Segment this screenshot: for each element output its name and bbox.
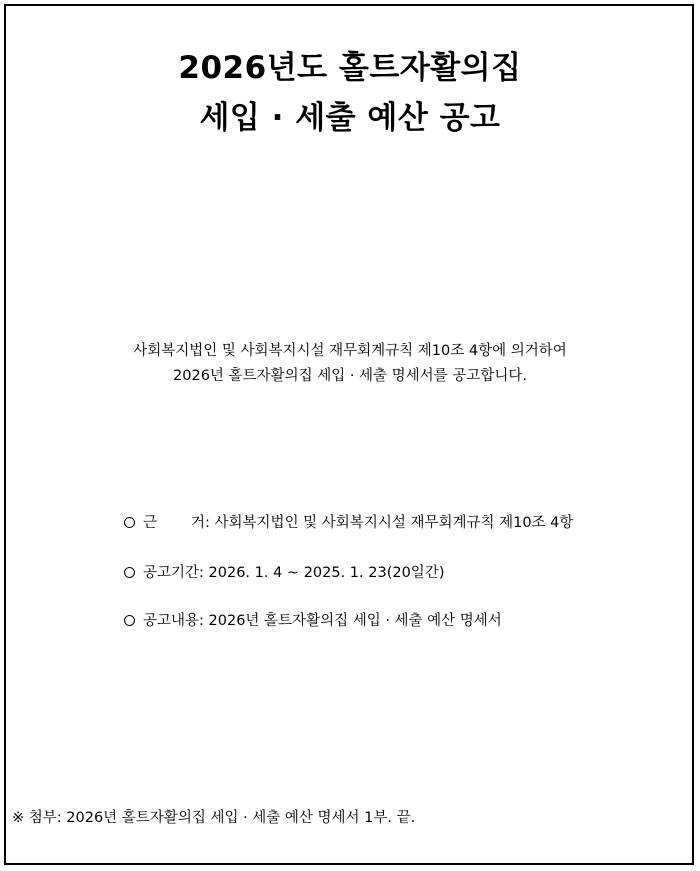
intro-line1: 사회복지법인 및 사회복지시설 재무회계규칙 제10조 4항에 의거하여: [133, 343, 567, 359]
attachment-text: 첨부: 2026년 홀트자활의집 세입 · 세출 예산 명세서 1부. 끝.: [28, 810, 416, 826]
item-period: [124, 561, 444, 582]
reference-mark: ※: [12, 810, 25, 826]
item-content: [124, 609, 502, 630]
item-basis-value: 사회복지법인 및 사회복지시설 재무회계규칙 제10조 4항: [214, 515, 574, 531]
item-basis-label-a: 근: [143, 515, 158, 531]
intro-line2: 2026년 홀트자활의집 세입 · 세출 명세서를 공고합니다.: [173, 368, 527, 384]
circle-bullet-icon: [124, 567, 135, 578]
item-content-label: 공고내용:: [143, 613, 204, 629]
intro-paragraph: [0, 339, 700, 389]
item-basis: [124, 511, 573, 532]
item-period-value: 2026. 1. 4 ~ 2025. 1. 23(20일간): [208, 565, 445, 581]
circle-bullet-icon: [124, 517, 135, 528]
attachment-note: [12, 806, 415, 827]
document-title-line2: 세입 · 세출 예산 공고: [199, 100, 501, 136]
item-basis-label-b: 거:: [191, 515, 210, 531]
item-period-label: 공고기간:: [143, 565, 204, 581]
circle-bullet-icon: [124, 615, 135, 626]
document-title-line1: 2026년도 홀트자활의집: [178, 50, 522, 86]
item-content-value: 2026년 홀트자활의집 세입 · 세출 예산 명세서: [208, 613, 502, 629]
